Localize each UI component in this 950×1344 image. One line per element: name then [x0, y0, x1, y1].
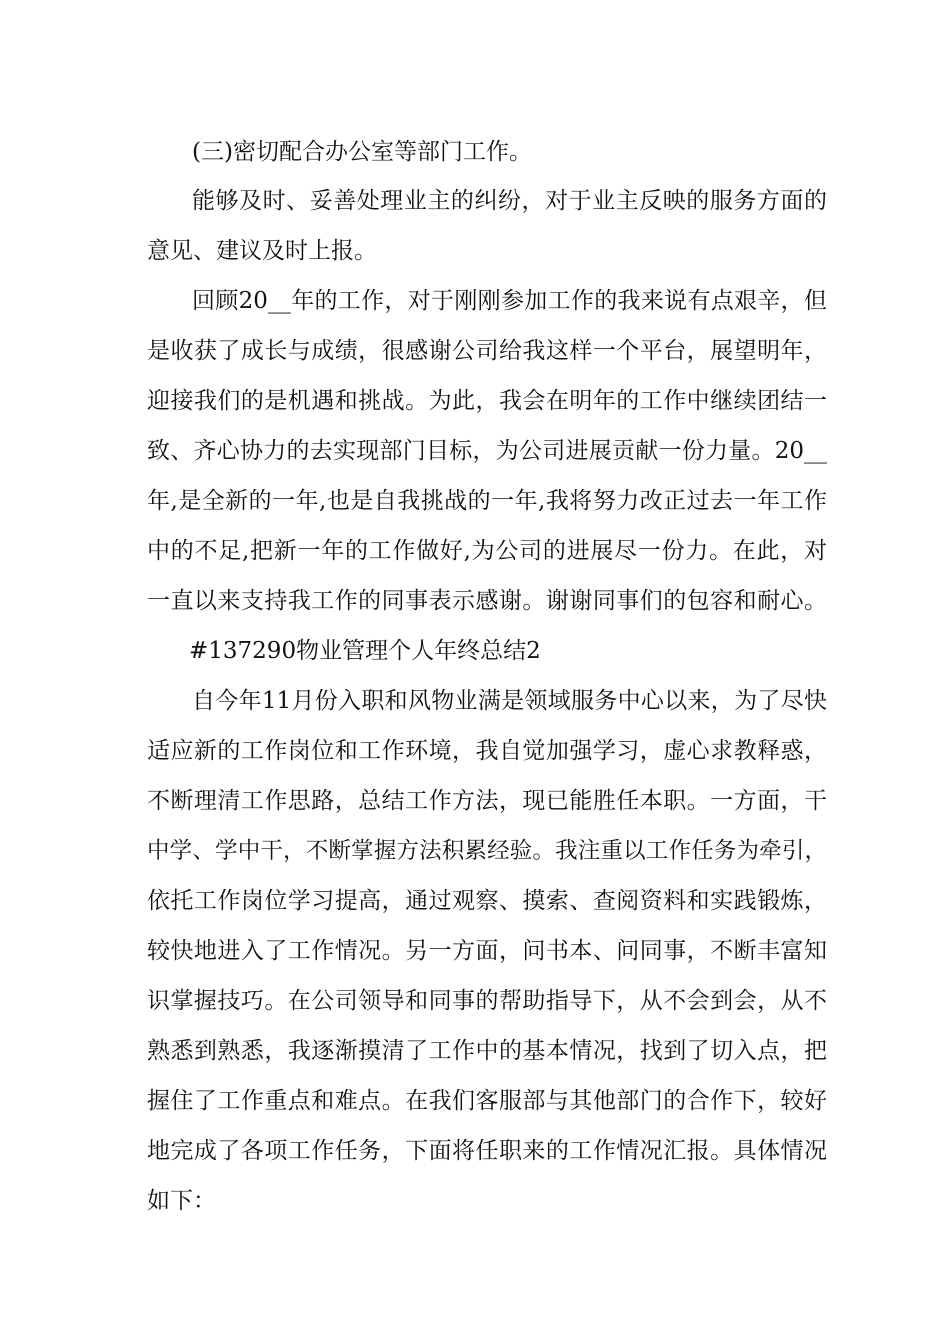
paragraph-line: 迎接我们的是机遇和挑战。为此，我会在明年的工作中继续团结一 — [147, 388, 827, 414]
paragraph-line: 中学、学中干，不断掌握方法积累经验。我注重以工作任务为牵引， — [147, 838, 827, 864]
paragraph-line: 自今年11月份入职和风物业满是领域服务中心以来，为了尽快 — [192, 688, 827, 714]
paragraph-line: 熟悉到熟悉，我逐渐摸清了工作中的基本情况，找到了切入点，把 — [147, 1038, 827, 1064]
section-heading: (三)密切配合办公室等部门工作。 — [192, 139, 532, 165]
paragraph-line: 是收获了成长与成绩，很感谢公司给我这样一个平台，展望明年， — [147, 338, 827, 364]
paragraph-line: 年,是全新的一年,也是自我挑战的一年,我将努力改正过去一年工作 — [147, 488, 827, 514]
paragraph-line: 回顾20__年的工作，对于刚刚参加工作的我来说有点艰辛，但 — [192, 288, 827, 314]
paragraph-line: 地完成了各项工作任务，下面将任职来的工作情况汇报。具体情况 — [147, 1138, 827, 1164]
paragraph-line: 能够及时、妥善处理业主的纠纷，对于业主反映的服务方面的 — [192, 188, 827, 214]
paragraph-line: 适应新的工作岗位和工作环境，我自觉加强学习，虚心求教释惑， — [147, 738, 827, 764]
paragraph-line: 如下： — [147, 1188, 216, 1214]
paragraph-line: 较快地进入了工作情况。另一方面，问书本、问同事，不断丰富知 — [147, 938, 827, 964]
paragraph-line: 意见、建议及时上报。 — [147, 238, 377, 264]
paragraph-line: 识掌握技巧。在公司领导和同事的帮助指导下，从不会到会，从不 — [147, 988, 827, 1014]
section-title: #137290物业管理个人年终总结2 — [189, 638, 541, 664]
paragraph-line: 中的不足,把新一年的工作做好,为公司的进展尽一份力。在此，对 — [147, 538, 827, 564]
paragraph-line: 依托工作岗位学习提高，通过观察、摸索、查阅资料和实践锻炼， — [147, 888, 827, 914]
paragraph-line: 握住了工作重点和难点。在我们客服部与其他部门的合作下，较好 — [147, 1088, 827, 1114]
paragraph-line: 致、齐心协力的去实现部门目标，为公司进展贡献一份力量。20__ — [147, 438, 827, 464]
paragraph-line: 不断理清工作思路，总结工作方法，现已能胜任本职。一方面，干 — [147, 788, 827, 814]
paragraph-line: 一直以来支持我工作的同事表示感谢。谢谢同事们的包容和耐心。 — [147, 588, 827, 614]
